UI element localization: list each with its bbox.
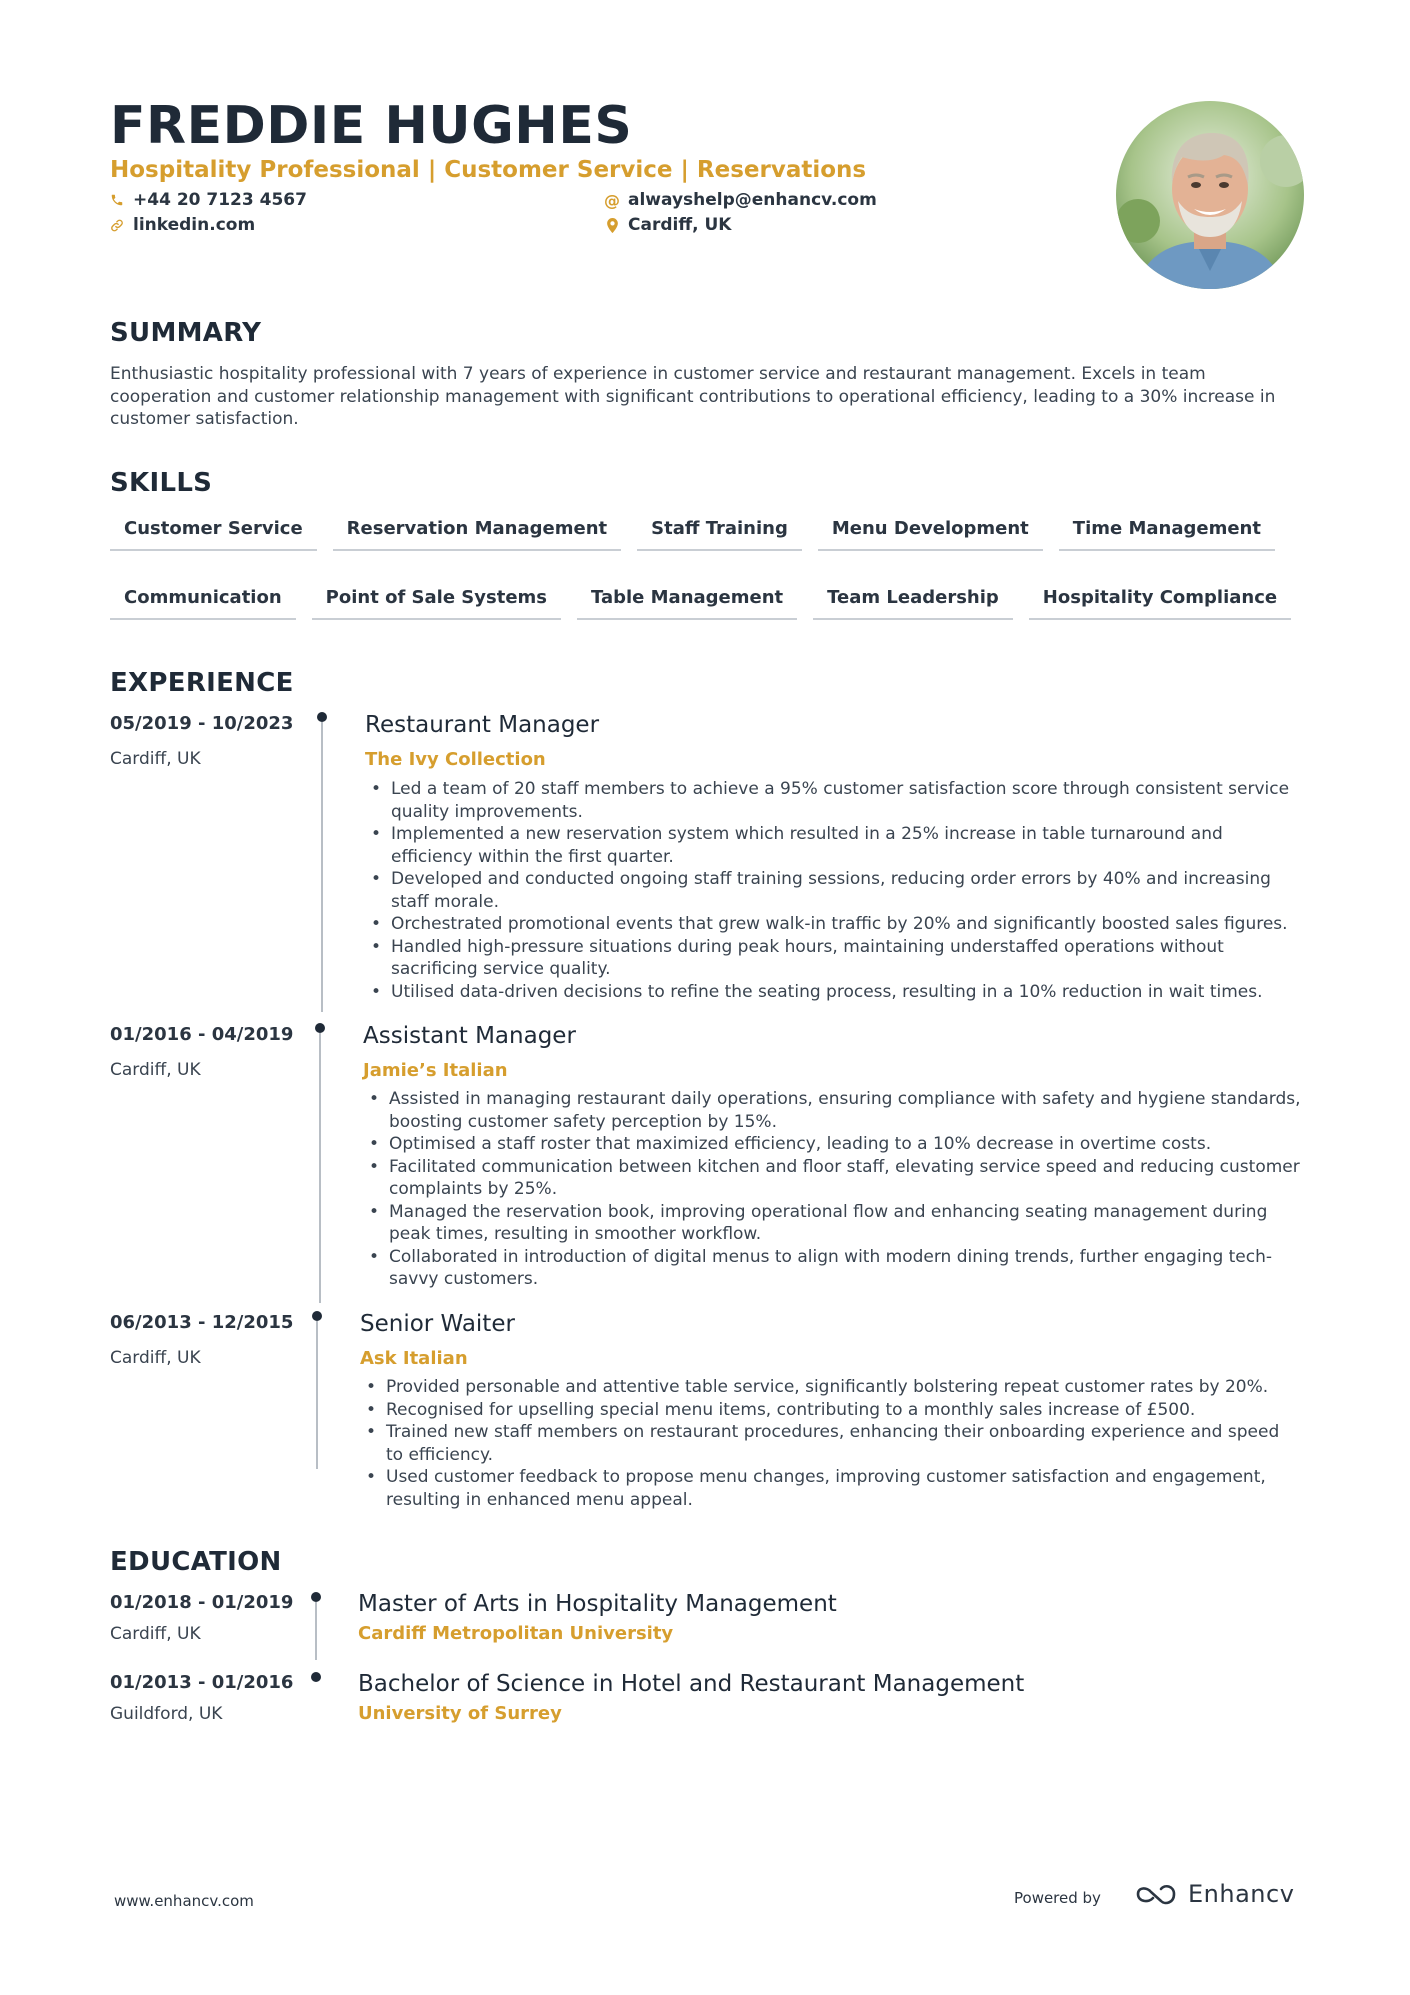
- phone-icon: [110, 193, 124, 207]
- job-dates: 06/2013 - 12/2015: [110, 1312, 294, 1333]
- skills-heading: SKILLS: [110, 468, 213, 498]
- experience-heading: EXPERIENCE: [110, 668, 294, 698]
- timeline-line: [319, 1033, 321, 1303]
- skill-tag: Point of Sale Systems: [312, 575, 561, 620]
- job-bullet: • Orchestrated promotional events that grew walk-in traffic by 20% and significantly boosted sales figures.: [365, 913, 1305, 936]
- education-degree: Bachelor of Science in Hotel and Restaurant Management: [358, 1671, 1025, 1697]
- job-bullet: • Developed and conducted ongoing staff training sessions, reducing order errors by 40% and increasing staff morale.: [365, 868, 1305, 913]
- skill-tag: Reservation Management: [333, 506, 621, 551]
- job-bullet: • Led a team of 20 staff members to achieve a 95% customer satisfaction score through consistent service quality improvements.: [365, 778, 1305, 823]
- at-icon: @: [604, 190, 620, 210]
- job-role: Restaurant Manager: [365, 712, 600, 738]
- job-dates: 05/2019 - 10/2023: [110, 713, 294, 734]
- education-degree: Master of Arts in Hospitality Management: [358, 1591, 837, 1617]
- timeline-line: [315, 1602, 317, 1660]
- contact-email[interactable]: [605, 190, 877, 210]
- infinity-logo-icon: [1134, 1881, 1180, 1907]
- location-text: Cardiff, UK: [628, 215, 732, 235]
- contact-linkedin[interactable]: [110, 215, 255, 235]
- job-bullet: • Recognised for upselling special menu items, contributing to a monthly sales increase of £500.: [360, 1399, 1300, 1422]
- phone-text: +44 20 7123 4567: [133, 190, 307, 210]
- job-bullet: • Optimised a staff roster that maximized efficiency, leading to a 10% decrease in overtime costs.: [363, 1133, 1303, 1156]
- timeline-line: [316, 1321, 318, 1469]
- job-bullet: • Utilised data-driven decisions to refine the seating process, resulting in a 10% reduction in wait times.: [365, 981, 1305, 1004]
- job-bullet: • Handled high-pressure situations during peak hours, maintaining understaffed operations without sacrificing service quality.: [365, 936, 1305, 981]
- skill-tag: Customer Service: [110, 506, 317, 551]
- education-dates: 01/2018 - 01/2019: [110, 1592, 294, 1613]
- powered-by-label: Powered by: [1014, 1889, 1101, 1907]
- education-location: Guildford, UK: [110, 1704, 223, 1724]
- timeline-dot: [315, 1023, 325, 1033]
- job-bullet: • Managed the reservation book, improving operational flow and enhancing seating management during peak times, resulting in smoother workflow.: [363, 1201, 1303, 1246]
- skill-tag: Staff Training: [637, 506, 802, 551]
- job-bullets: [360, 1376, 1300, 1511]
- education-location: Cardiff, UK: [110, 1624, 201, 1644]
- skill-tag: Hospitality Compliance: [1029, 575, 1291, 620]
- job-role: Assistant Manager: [363, 1023, 576, 1049]
- job-bullet: • Assisted in managing restaurant daily operations, ensuring compliance with safety and hygiene standards, boosting customer safety perception by 15%.: [363, 1088, 1303, 1133]
- skills-row: [110, 575, 1310, 620]
- job-bullet: • Implemented a new reservation system which resulted in a 25% increase in table turnaround and efficiency within the first quarter.: [365, 823, 1305, 868]
- summary-heading: SUMMARY: [110, 318, 262, 348]
- contact-phone[interactable]: [110, 190, 307, 210]
- timeline-dot: [311, 1672, 321, 1682]
- skill-tag: Menu Development: [818, 506, 1043, 551]
- timeline-dot: [317, 712, 327, 722]
- job-bullet: • Used customer feedback to propose menu changes, improving customer satisfaction and engagement, resulting in enhanced menu appeal.: [360, 1466, 1300, 1511]
- job-company: The Ivy Collection: [365, 749, 546, 770]
- job-dates: 01/2016 - 04/2019: [110, 1024, 294, 1045]
- skill-tag: Table Management: [577, 575, 797, 620]
- job-bullet: • Collaborated in introduction of digital menus to align with modern dining trends, further engaging tech-savvy customers.: [363, 1246, 1303, 1291]
- link-icon: [110, 218, 124, 232]
- education-dates: 01/2013 - 01/2016: [110, 1672, 294, 1693]
- enhancv-logo[interactable]: [1134, 1880, 1294, 1908]
- job-location: Cardiff, UK: [110, 749, 201, 769]
- skill-tag: Time Management: [1059, 506, 1275, 551]
- skill-tag: Team Leadership: [813, 575, 1013, 620]
- job-location: Cardiff, UK: [110, 1348, 201, 1368]
- education-heading: EDUCATION: [110, 1547, 282, 1577]
- candidate-name: FREDDIE HUGHES: [110, 96, 633, 156]
- skill-tag: Communication: [110, 575, 296, 620]
- skills-list: [110, 506, 1310, 644]
- job-company: Jamie’s Italian: [363, 1060, 508, 1081]
- email-text: alwayshelp@enhancv.com: [628, 190, 877, 210]
- job-bullet: • Trained new staff members on restaurant procedures, enhancing their onboarding experience and speed to efficiency.: [360, 1421, 1300, 1466]
- education-school: Cardiff Metropolitan University: [358, 1623, 674, 1644]
- linkedin-text: linkedin.com: [133, 215, 256, 235]
- job-company: Ask Italian: [360, 1348, 468, 1369]
- contact-location: [605, 215, 731, 235]
- brand-name: Enhancv: [1188, 1880, 1295, 1908]
- profile-photo: [1116, 101, 1304, 289]
- footer-url[interactable]: www.enhancv.com: [114, 1892, 254, 1910]
- location-pin-icon: [605, 218, 619, 232]
- education-school: University of Surrey: [358, 1703, 562, 1724]
- job-location: Cardiff, UK: [110, 1060, 201, 1080]
- headline: Hospitality Professional | Customer Service | Reservations: [110, 157, 867, 183]
- timeline-dot: [312, 1311, 322, 1321]
- timeline-line: [321, 722, 323, 1012]
- job-bullets: [363, 1088, 1303, 1291]
- job-bullet: • Provided personable and attentive table service, significantly bolstering repeat customer rates by 20%.: [360, 1376, 1300, 1399]
- summary-text: Enthusiastic hospitality professional with 7 years of experience in customer service and restaurant management. Excels in team cooperation and customer relationship management with significant contributions to operational efficiency, leading to a 30% increase in customer satisfaction.: [110, 364, 1276, 429]
- skills-row: [110, 506, 1310, 551]
- job-role: Senior Waiter: [360, 1311, 515, 1337]
- timeline-dot: [311, 1592, 321, 1602]
- job-bullet: • Facilitated communication between kitchen and floor staff, elevating service speed and reducing customer complaints by 25%.: [363, 1156, 1303, 1201]
- job-bullets: [365, 778, 1305, 1003]
